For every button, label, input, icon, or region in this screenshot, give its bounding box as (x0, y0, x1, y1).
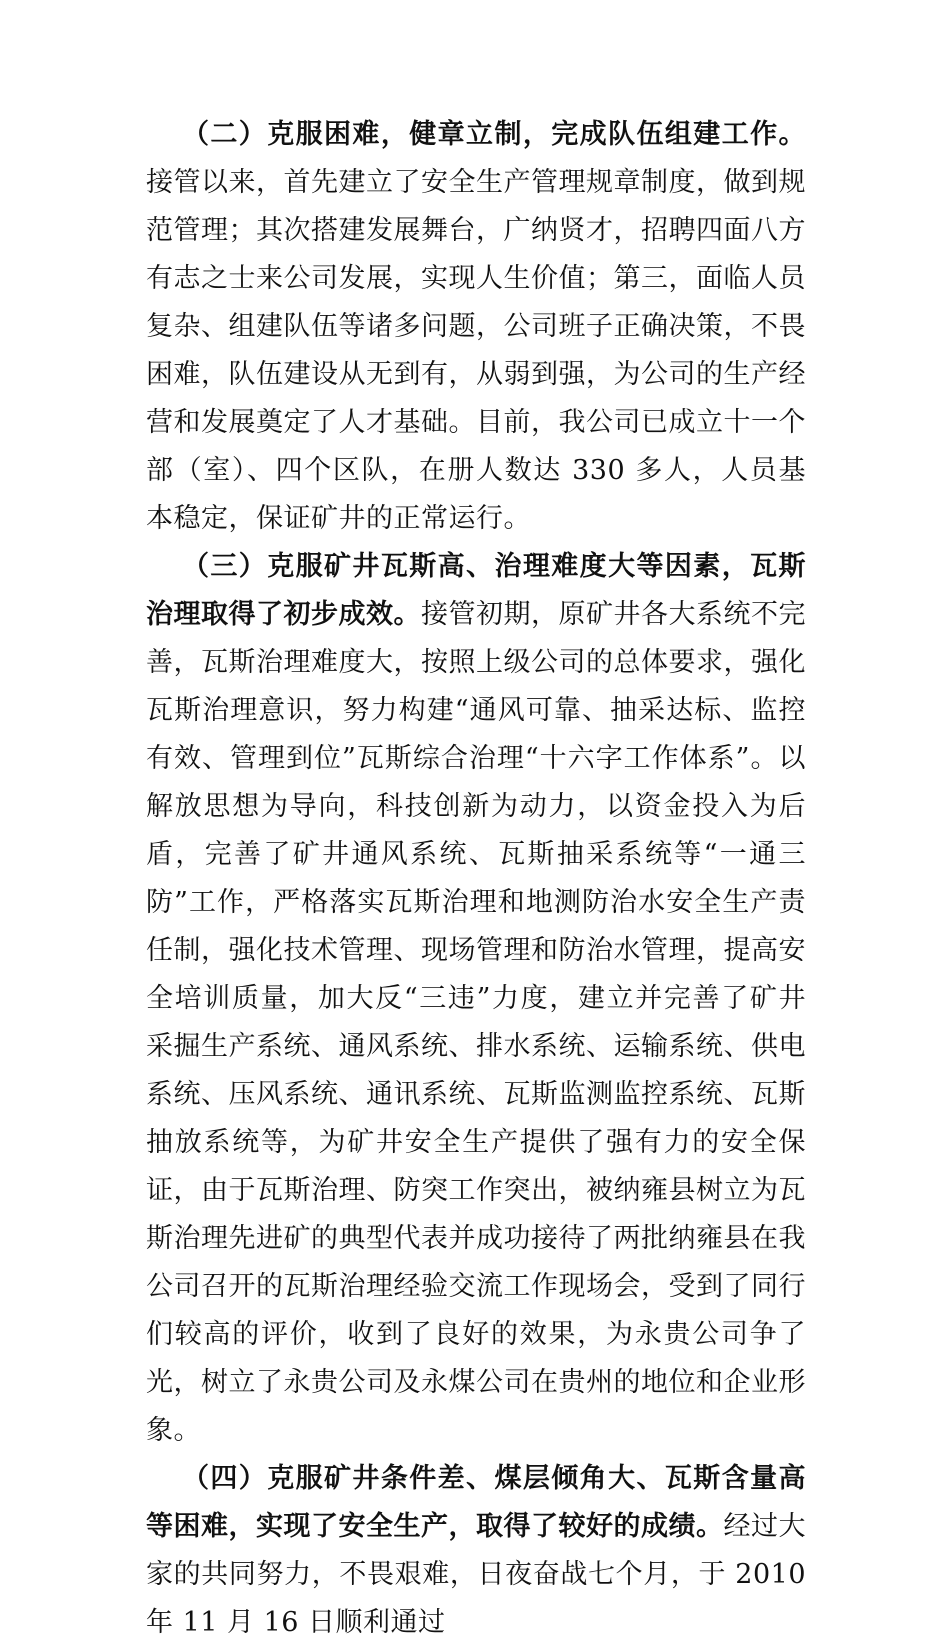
section-2-heading: （二）克服困难，健章立制，完成队伍组建工作。 (182, 119, 806, 150)
document-body (146, 111, 806, 1647)
paragraph-section-3 (146, 543, 806, 1455)
paragraph-section-4 (146, 1455, 806, 1647)
section-3-heading: （三）克服矿井瓦斯高、治理难度大等因素，瓦斯治理取得了初步成效。 (146, 551, 806, 630)
section-4-text: 经过大家的共同努力，不畏艰难，日夜奋战七个月，于 2010 年 11 月 16 日顺利通过 (146, 1511, 806, 1638)
section-3-text: 接管初期，原矿井各大系统不完善，瓦斯治理难度大，按照上级公司的总体要求，强化瓦斯治理意识，努力构建“通风可靠、抽采达标、监控有效、管理到位”瓦斯综合治理“十六字工作体系”。以解放思想为导向，科技创新为动力，以资金投入为后盾，完善了矿井通风系统、瓦斯抽采系统等“一通三防”工作，严格落实瓦斯治理和地测防治水安全生产责任制，强化技术管理、现场管理和防治水管理，提高安全培训质量，加大反“三违”力度，建立并完善了矿井采掘生产系统、通风系统、排水系统、运输系统、供电系统、压风系统、通讯系统、瓦斯监测监控系统、瓦斯抽放系统等，为矿井安全生产提供了强有力的安全保证，由于瓦斯治理、防突工作突出，被纳雍县树立为瓦斯治理先进矿的典型代表并成功接待了两批纳雍县在我公司召开的瓦斯治理经验交流工作现场会，受到了同行们较高的评价，收到了良好的效果，为永贵公司争了光，树立了永贵公司及永煤公司在贵州的地位和企业形象。 (146, 599, 806, 1446)
paragraph-section-2 (146, 111, 806, 543)
section-4-heading: （四）克服矿井条件差、煤层倾角大、瓦斯含量高等困难，实现了安全生产，取得了较好的成绩。 (146, 1463, 806, 1542)
section-2-text: 接管以来，首先建立了安全生产管理规章制度，做到规范管理；其次搭建发展舞台，广纳贤才，招聘四面八方有志之士来公司发展，实现人生价值；第三，面临人员复杂、组建队伍等诸多问题，公司班子正确决策，不畏困难，队伍建设从无到有，从弱到强，为公司的生产经营和发展奠定了人才基础。目前，我公司已成立十一个部（室）、四个区队，在册人数达 330 多人，人员基本稳定，保证矿井的正常运行。 (146, 167, 806, 534)
